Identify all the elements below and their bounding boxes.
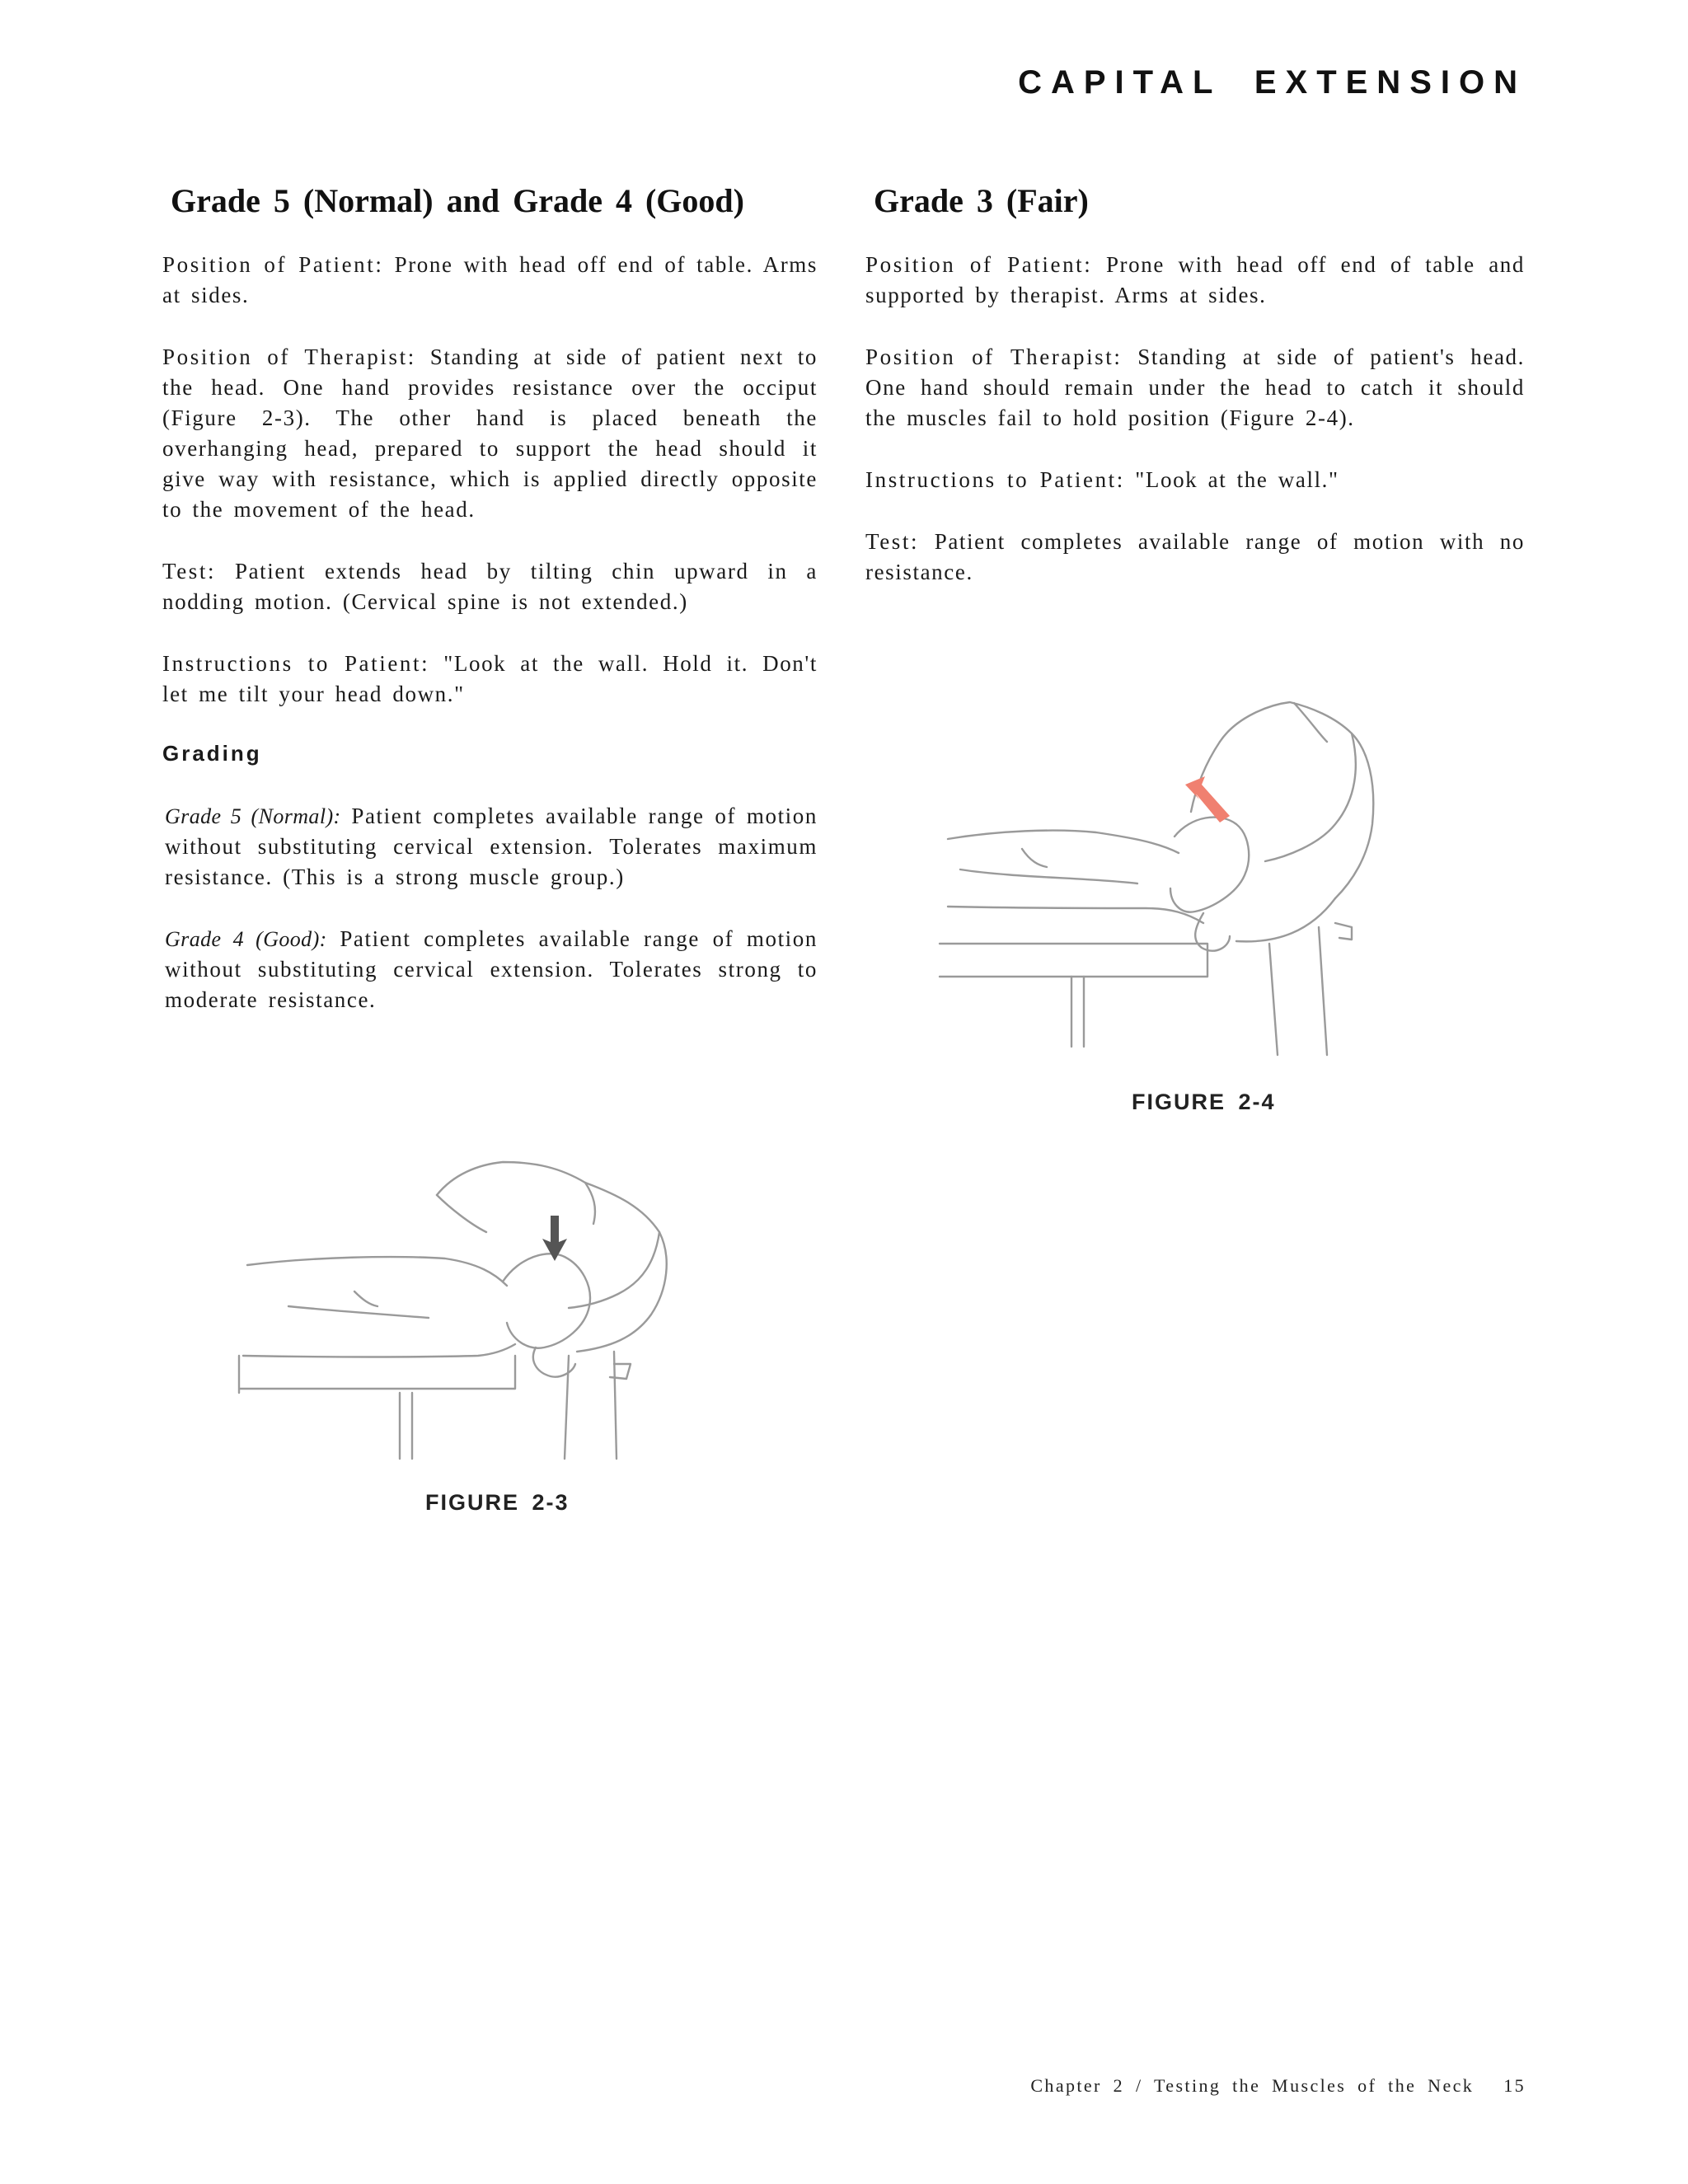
paragraph-label: Instructions to Patient: xyxy=(865,467,1125,492)
patient-head xyxy=(503,1254,590,1347)
paragraph-text: Patient extends head by tilting chin upward in a nodding motion. (Cervical spine is not extended.) xyxy=(162,559,818,614)
grade-label: Grade 5 (Normal): xyxy=(165,804,341,828)
paragraph-text: Patient completes available range of motion without substituting cervical extension. Tolerates strong to moderate resistance. xyxy=(165,926,818,1012)
instructions-paragraph xyxy=(162,649,818,710)
section-heading-grade3: Grade 3 (Fair) xyxy=(874,182,1089,219)
figure-2-3-illustration xyxy=(231,1117,758,1463)
paragraph-text: "Look at the wall." xyxy=(1135,467,1339,492)
instructions-paragraph xyxy=(865,465,1525,495)
table-leg xyxy=(1071,977,1084,1047)
running-head: CAPITAL EXTENSION xyxy=(1018,64,1526,101)
position-of-patient-paragraph xyxy=(162,250,818,311)
figure-2-3-caption: FIGURE 2-3 xyxy=(425,1490,570,1515)
test-paragraph xyxy=(865,527,1525,588)
paragraph-text: Standing at side of patient's head. One hand should remain under the head to catch it should the muscles fail to hold position (Figure 2-4). xyxy=(865,344,1525,430)
arrow-icon xyxy=(1185,776,1230,823)
paragraph-text: Patient completes available range of motion with no resistance. xyxy=(865,529,1525,584)
paragraph-label: Position of Patient: xyxy=(865,252,1093,277)
paragraph-label: Position of Patient: xyxy=(162,252,384,277)
table-top xyxy=(940,944,1207,977)
paragraph-text: Standing at side of patient next to the head. One hand provides resistance over the occiput (Figure 2-3). The other hand is placed beneath the overhanging head, prepared to support the head should it give way with resistance, which is applied directly opposite to the movement of the head. xyxy=(162,344,818,522)
paragraph-text: Prone with head off end of table and supported by therapist. Arms at sides. xyxy=(865,252,1525,307)
therapist-torso xyxy=(437,1162,667,1352)
therapist-arm xyxy=(1191,733,1356,861)
left-column xyxy=(162,173,818,1047)
paragraph-label: Test: xyxy=(865,529,920,554)
patient-head xyxy=(1170,818,1249,912)
figure-2-4-illustration xyxy=(923,692,1451,1063)
paragraph-text: "Look at the wall. Hold it. Don't let me tilt your head down." xyxy=(162,651,818,706)
paragraph-text: Prone with head off end of table. Arms at sides. xyxy=(162,252,818,307)
grade5-paragraph xyxy=(165,801,818,893)
page-number: 15 xyxy=(1503,2075,1526,2096)
paragraph-text: Patient completes available range of motion without substituting cervical extension. Tolerates maximum resistance. (This is a strong muscle group.) xyxy=(165,804,818,889)
section-heading-grade5-grade4: Grade 5 (Normal) and Grade 4 (Good) xyxy=(171,182,744,219)
right-column xyxy=(865,173,1525,619)
therapist-arm xyxy=(437,1183,595,1232)
patient-back xyxy=(948,831,1179,853)
paragraph-label: Position of Therapist: xyxy=(162,344,416,369)
therapist-arm-lower xyxy=(1236,898,1335,941)
figure-2-4-caption: FIGURE 2-4 xyxy=(1132,1090,1276,1114)
test-paragraph xyxy=(162,556,818,617)
patient-underside xyxy=(243,1344,515,1357)
table-top xyxy=(239,1356,515,1393)
page-footer xyxy=(1030,2075,1526,2097)
therapist-arm-lower xyxy=(569,1232,659,1308)
table-leg xyxy=(400,1393,412,1459)
grade-label: Grade 4 (Good): xyxy=(165,927,327,951)
paragraph-label: Instructions to Patient: xyxy=(162,651,430,676)
paragraph-label: Test: xyxy=(162,559,217,583)
grade4-paragraph xyxy=(165,924,818,1015)
patient-underside xyxy=(948,907,1203,923)
footer-chapter-text: Chapter 2 / Testing the Muscles of the Neck xyxy=(1030,2075,1475,2096)
grading-heading: Grading xyxy=(162,741,262,766)
position-of-patient-paragraph xyxy=(865,250,1525,311)
position-of-therapist-paragraph xyxy=(162,342,818,525)
patient-back xyxy=(247,1257,507,1286)
therapist-leg xyxy=(1269,927,1327,1055)
paragraph-label: Position of Therapist: xyxy=(865,344,1123,369)
position-of-therapist-paragraph xyxy=(865,342,1525,434)
patient-arm xyxy=(960,869,1137,883)
